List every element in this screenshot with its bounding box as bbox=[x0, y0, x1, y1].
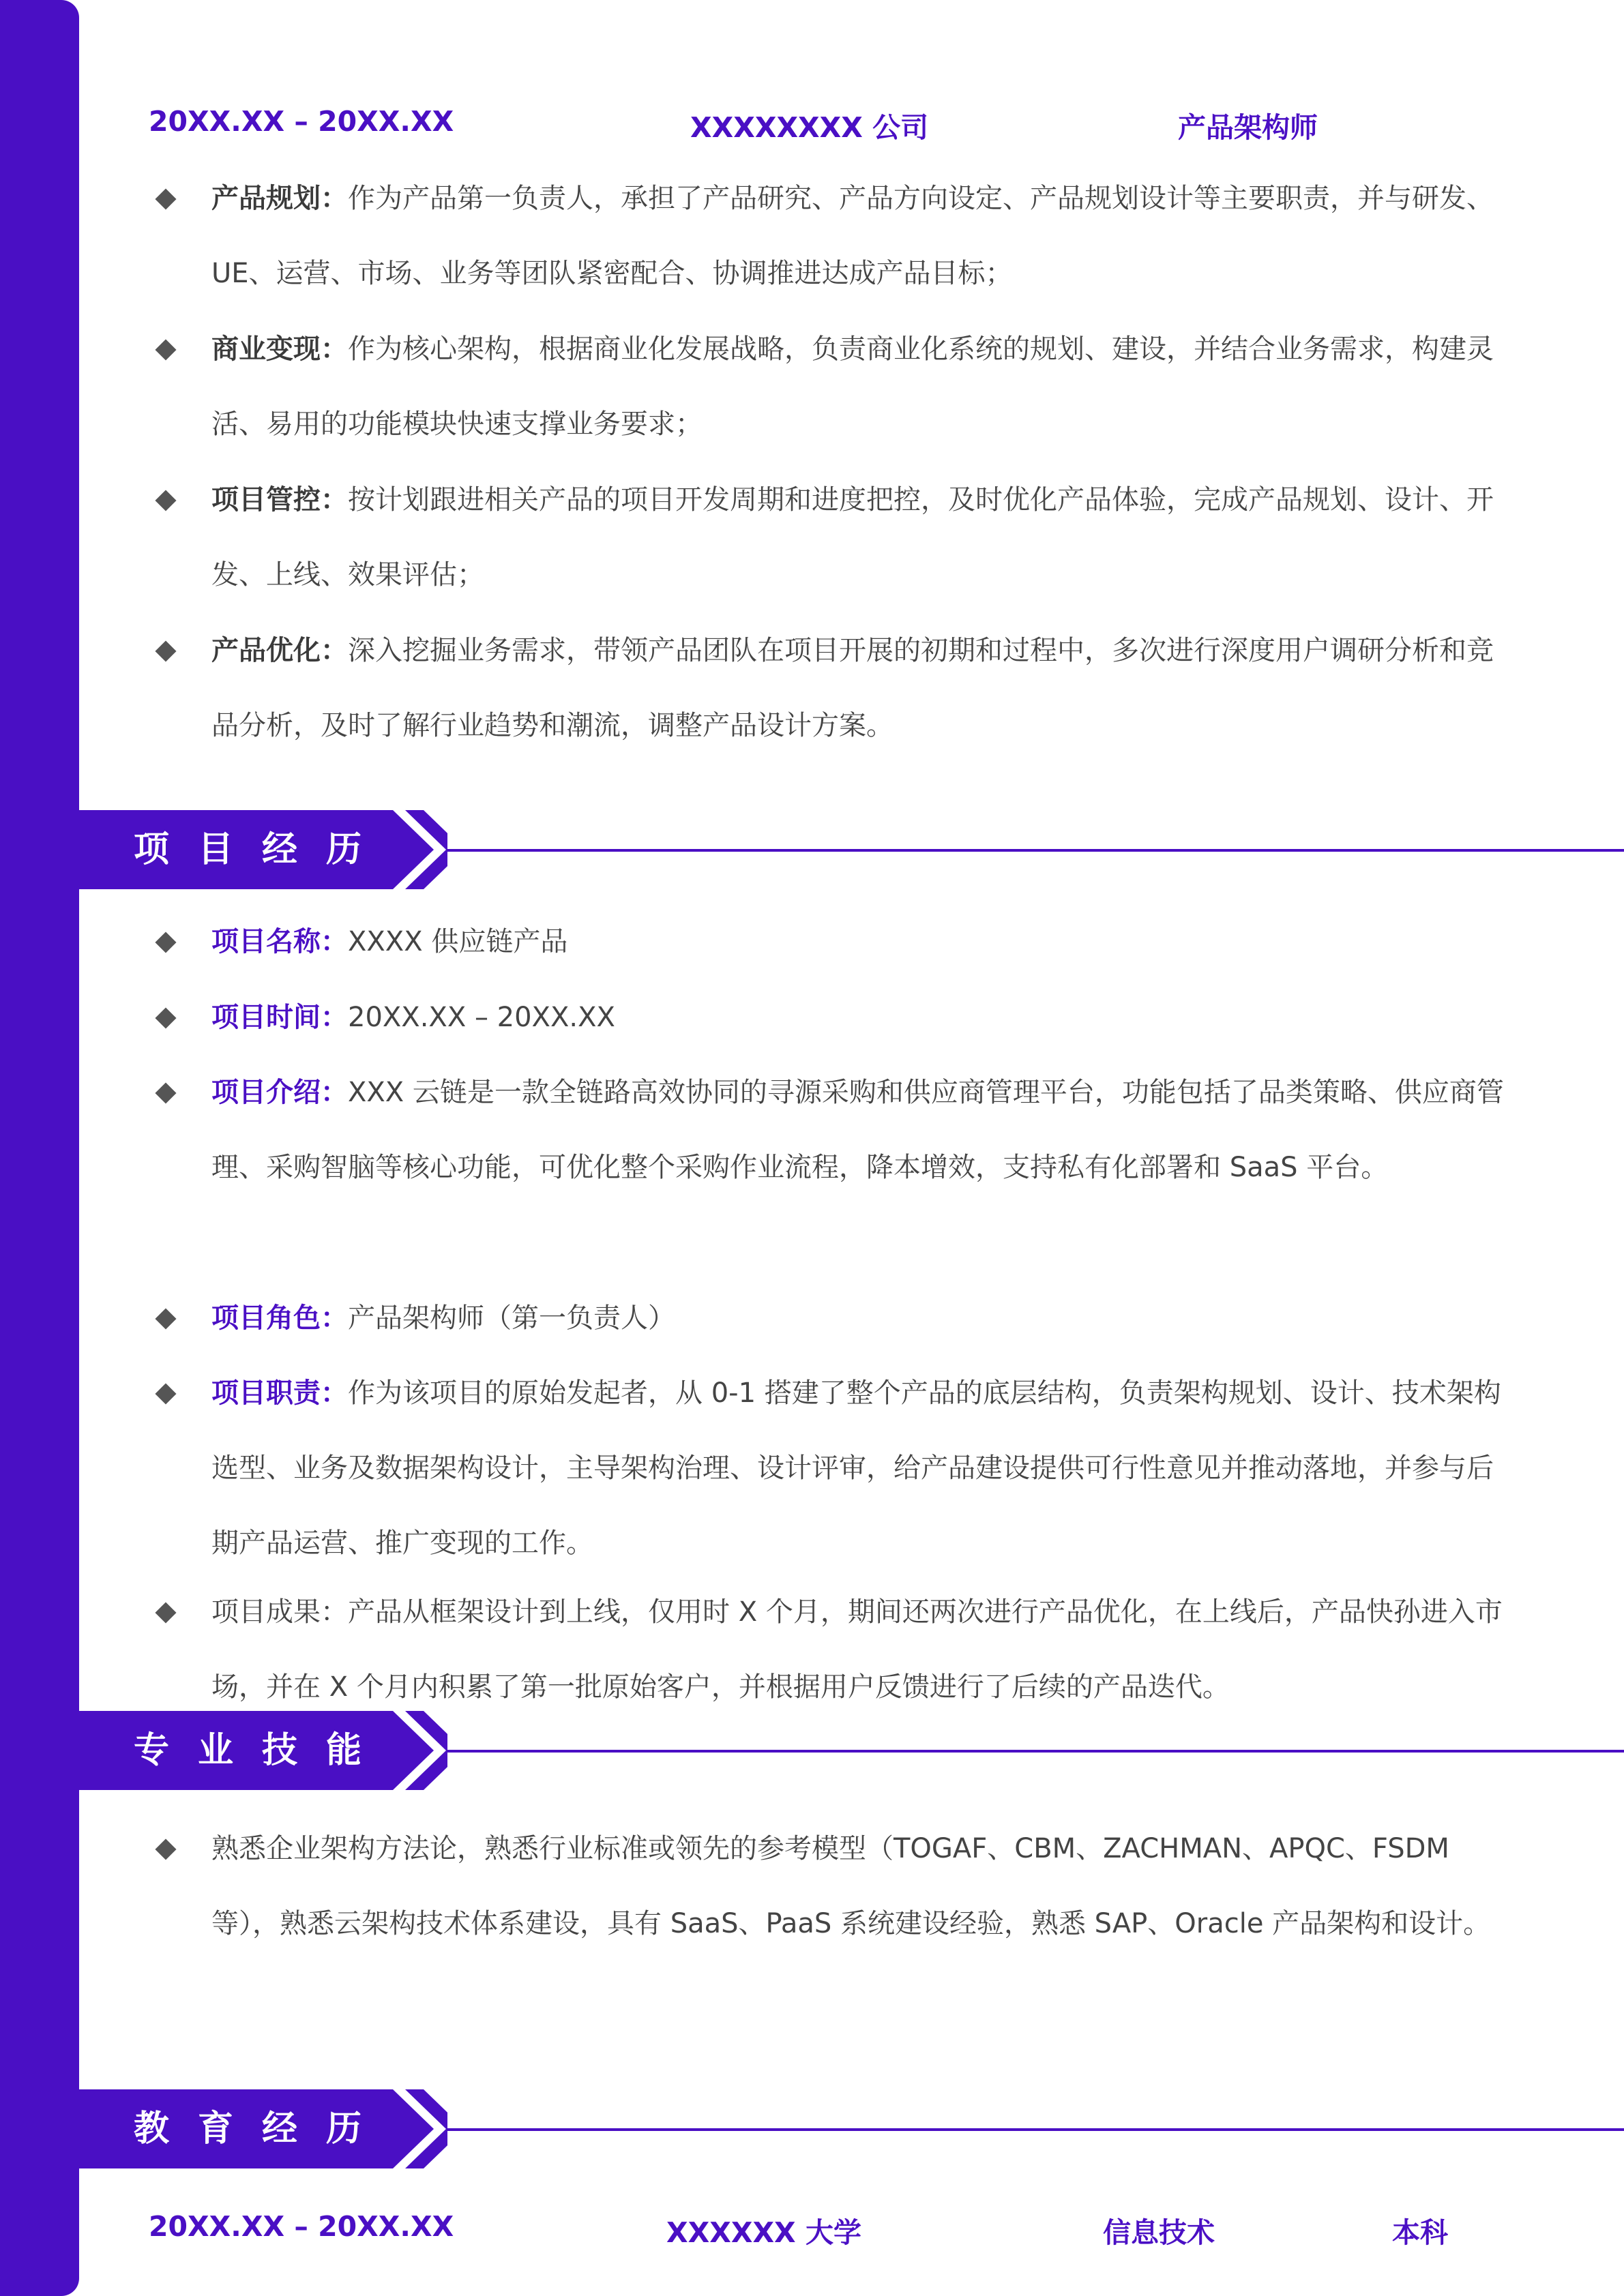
project-item-text: 项目成果：产品从框架设计到上线，仅用时 X 个月，期间还两次进行产品优化，在上线后，产品快孙进入市场，并在 X 个月内积累了第一批原始客户，并根据用户反馈进行了后续的产品迭代。 bbox=[211, 1596, 1503, 1703]
project-item-text: XXXX 供应链产品 bbox=[348, 926, 568, 957]
job-item-label: 产品规划： bbox=[211, 183, 348, 214]
education-major: 信息技术 bbox=[1103, 2216, 1215, 2249]
left-accent-bar bbox=[0, 0, 79, 2296]
job-item-label: 产品优化： bbox=[211, 635, 348, 666]
job-item-label: 项目管控： bbox=[211, 484, 348, 516]
job-item-text: 深入挖掘业务需求，带领产品团队在项目开展的初期和过程中，多次进行深度用户调研分析和竞品分析，及时了解行业趋势和潮流，调整产品设计方案。 bbox=[211, 635, 1494, 741]
skills-item bbox=[211, 1811, 1507, 1961]
project-item-label: 项目时间： bbox=[211, 1002, 348, 1033]
project-item bbox=[211, 904, 1507, 979]
job-company: XXXXXXXX 公司 bbox=[690, 111, 929, 144]
project-item-label: 项目职责： bbox=[211, 1377, 348, 1409]
diamond-bullet-icon bbox=[155, 640, 176, 661]
project-item-text: 20XX.XX – 20XX.XX bbox=[348, 1002, 615, 1033]
education-period: 20XX.XX – 20XX.XX bbox=[149, 2210, 454, 2243]
project-item bbox=[211, 1356, 1507, 1581]
section-divider bbox=[447, 849, 1624, 852]
project-item-label: 项目角色： bbox=[211, 1302, 348, 1334]
diamond-bullet-icon bbox=[155, 188, 176, 209]
job-position: 产品架构师 bbox=[1178, 111, 1318, 144]
job-item bbox=[211, 312, 1507, 462]
job-item bbox=[211, 462, 1507, 612]
section-title: 项目经历 bbox=[134, 829, 391, 870]
job-period: 20XX.XX – 20XX.XX bbox=[149, 105, 454, 138]
project-item bbox=[211, 1575, 1507, 1725]
section-header-project bbox=[79, 810, 1552, 889]
diamond-bullet-icon bbox=[155, 1308, 176, 1329]
project-item bbox=[211, 980, 1507, 1055]
job-item-text: 作为产品第一负责人，承担了产品研究、产品方向设定、产品规划设计等主要职责，并与研发、UE、运营、市场、业务等团队紧密配合、协调推进达成产品目标； bbox=[211, 183, 1494, 289]
section-header-education bbox=[79, 2089, 1552, 2168]
education-school: XXXXXX 大学 bbox=[666, 2216, 861, 2249]
diamond-bullet-icon bbox=[155, 1838, 176, 1860]
section-title: 专业技能 bbox=[134, 1730, 391, 1771]
diamond-bullet-icon bbox=[155, 1082, 176, 1103]
job-item-text: 作为核心架构，根据商业化发展战略，负责商业化系统的规划、建设，并结合业务需求，构建灵活、易用的功能模块快速支撑业务要求； bbox=[211, 333, 1494, 440]
diamond-bullet-icon bbox=[155, 339, 176, 360]
diamond-bullet-icon bbox=[155, 1383, 176, 1404]
job-item-text: 按计划跟进相关产品的项目开发周期和进度把控，及时优化产品体验，完成产品规划、设计、开发、上线、效果评估； bbox=[211, 484, 1494, 591]
diamond-bullet-icon bbox=[155, 1602, 176, 1623]
job-item bbox=[211, 613, 1507, 763]
job-item-label: 商业变现： bbox=[211, 333, 348, 365]
project-item-text: 产品架构师（第一负责人） bbox=[348, 1302, 675, 1334]
education-degree: 本科 bbox=[1392, 2216, 1448, 2249]
section-header-skills bbox=[79, 1711, 1552, 1790]
project-item-label: 项目名称： bbox=[211, 926, 348, 957]
diamond-bullet-icon bbox=[155, 931, 176, 953]
section-title: 教育经历 bbox=[134, 2108, 391, 2149]
project-item-text: 作为该项目的原始发起者，从 0-1 搭建了整个产品的底层结构，负责架构规划、设计、技术架构选型、业务及数据架构设计，主导架构治理、设计评审，给产品建设提供可行性意见并推动落地，并参与后期产品运营、推广变现的工作。 bbox=[211, 1377, 1501, 1559]
diamond-bullet-icon bbox=[155, 490, 176, 511]
project-item bbox=[211, 1281, 1507, 1356]
section-divider bbox=[447, 1750, 1624, 1753]
section-divider bbox=[447, 2128, 1624, 2131]
project-item-label: 项目介绍： bbox=[211, 1077, 348, 1108]
project-item-text: XXX 云链是一款全链路高效协同的寻源采购和供应商管理平台，功能包括了品类策略、供应商管理、采购智脑等核心功能，可优化整个采购作业流程，降本增效，支持私有化部署和 SaaS 平台。 bbox=[211, 1077, 1504, 1183]
project-item bbox=[211, 1055, 1507, 1205]
diamond-bullet-icon bbox=[155, 1007, 176, 1028]
job-item bbox=[211, 161, 1507, 311]
skills-item-text: 熟悉企业架构方法论，熟悉行业标准或领先的参考模型（TOGAF、CBM、ZACHMAN、APQC、FSDM 等），熟悉云架构技术体系建设，具有 SaaS、PaaS 系统建设经验，熟悉 SAP、Oracle 产品架构和设计。 bbox=[211, 1833, 1491, 1939]
